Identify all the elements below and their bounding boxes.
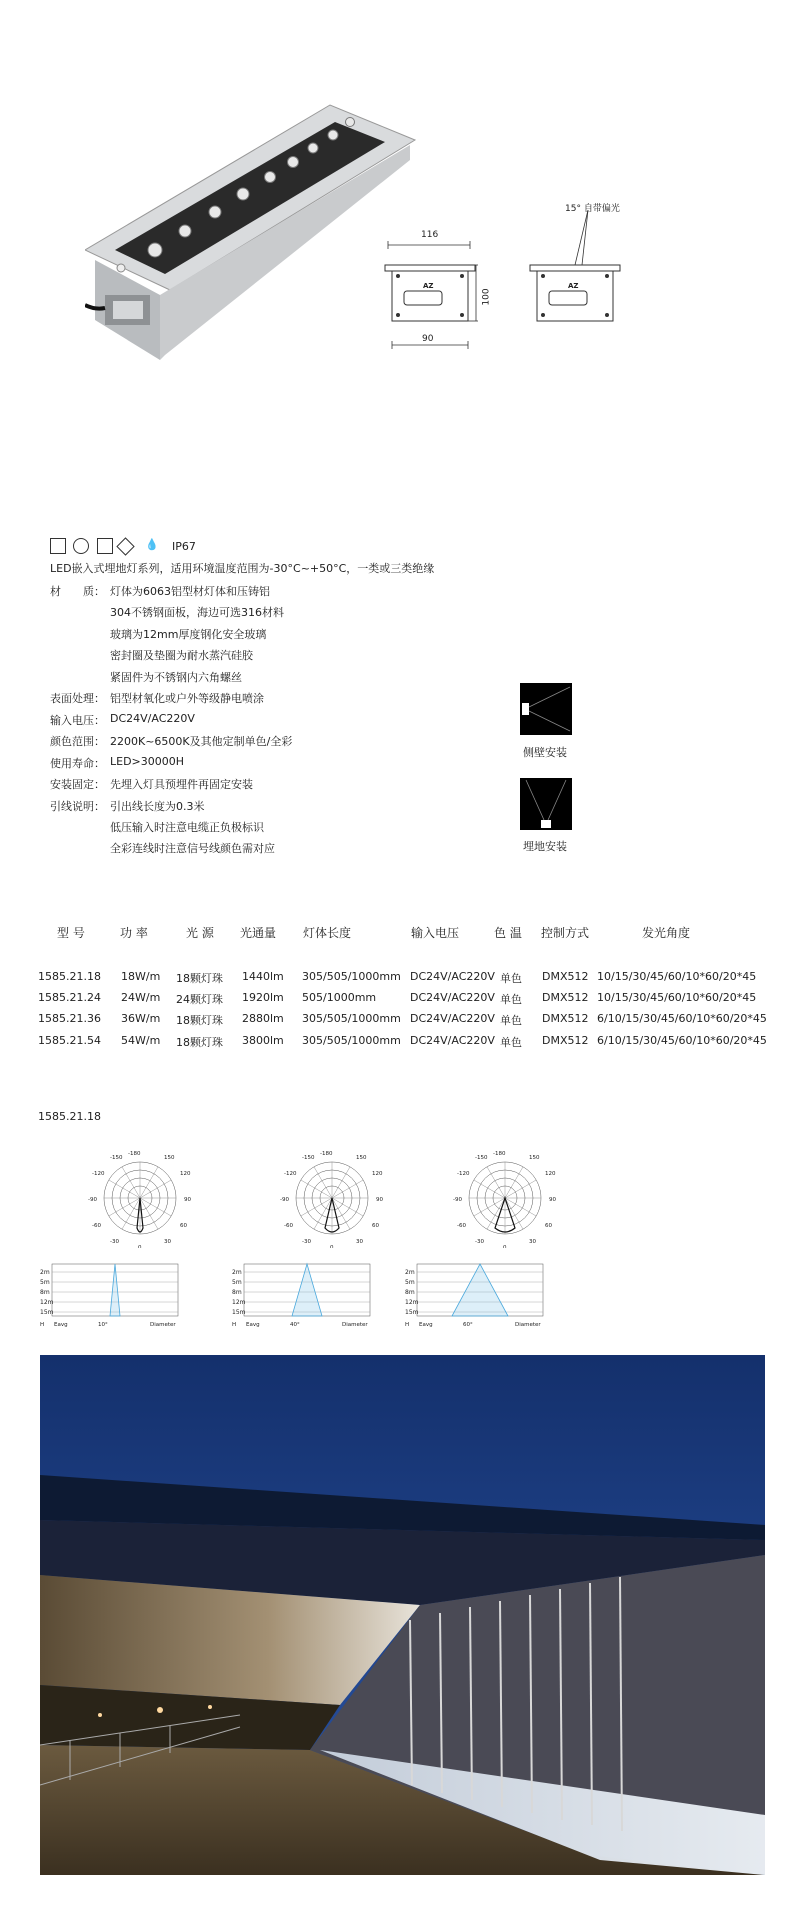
polar-tick-label: 90: [376, 1197, 383, 1203]
polar-tick-label: -120: [92, 1171, 105, 1177]
polar-chart: [435, 1148, 575, 1248]
cone-footer-label: 10°: [98, 1322, 108, 1328]
distance-label: 5m: [405, 1279, 415, 1286]
spec-value: DC24V/AC220V: [110, 712, 195, 725]
cell-flux: 2880lm: [242, 1012, 284, 1025]
cell-control: DMX512: [542, 991, 589, 1004]
polar-tick-label: 0: [330, 1245, 334, 1248]
polar-tick-label: -30: [475, 1239, 484, 1245]
distance-label: 12m: [40, 1299, 54, 1306]
dim-width: 116: [421, 230, 439, 240]
distance-label: 2m: [40, 1269, 50, 1276]
header-power: 功 率: [120, 926, 148, 940]
polar-tick-label: -60: [92, 1223, 101, 1229]
polar-tick-label: -30: [110, 1239, 119, 1245]
spec-value: 先埋入灯具预埋件再固定安装: [110, 778, 253, 791]
cell-length: 505/1000mm: [302, 991, 377, 1004]
distance-label: 8m: [40, 1289, 50, 1296]
cell-angle: 10/15/30/45/60/10*60/20*45: [597, 970, 757, 983]
cell-model: 1585.21.54: [38, 1034, 101, 1047]
polar-chart: [70, 1148, 210, 1248]
spec-value: 玻璃为12mm厚度钢化安全玻璃: [110, 628, 267, 641]
polar-tick-label: 60: [372, 1223, 379, 1229]
side-install-diagram: [520, 683, 572, 735]
polar-tick-label: -60: [284, 1223, 293, 1229]
waterdrop-icon: 💧: [145, 538, 159, 551]
cone-footer-label: 60°: [463, 1322, 473, 1328]
polar-tick-label: -120: [457, 1171, 470, 1177]
ground-install-diagram: [520, 778, 572, 830]
distance-label: 8m: [405, 1289, 415, 1296]
cell-control: DMX512: [542, 1034, 589, 1047]
cell-voltage: DC24V/AC220V: [410, 970, 495, 983]
dim-height: 100: [481, 288, 492, 306]
cell-model: 1585.21.36: [38, 1012, 101, 1025]
class-ii-icon: [50, 538, 66, 554]
table-row: [0, 991, 790, 1007]
cell-voltage: DC24V/AC220V: [410, 991, 495, 1004]
distance-label: 15m: [232, 1309, 246, 1316]
spec-value: 引出线长度为0.3米: [110, 800, 205, 813]
distance-label: 12m: [232, 1299, 246, 1306]
table-row: [0, 1012, 790, 1028]
polar-tick-label: -180: [320, 1151, 333, 1157]
cell-source: 18颗灯珠: [176, 972, 223, 985]
cone-footer-label: H: [40, 1322, 45, 1328]
cell-cct: 单色: [500, 993, 522, 1006]
distance-label: 15m: [405, 1309, 419, 1316]
polar-tick-label: 120: [180, 1171, 191, 1177]
polar-tick-label: 150: [529, 1155, 540, 1161]
cell-model: 1585.21.24: [38, 991, 101, 1004]
spec-value: 密封圈及垫圈为耐水蒸汽硅胶: [110, 649, 253, 662]
spec-value: 全彩连线时注意信号线颜色需对应: [110, 842, 275, 855]
f-mark-icon: [97, 538, 113, 554]
cell-voltage: DC24V/AC220V: [410, 1034, 495, 1047]
technical-drawing: [370, 195, 630, 360]
polar-tick-label: -90: [280, 1197, 289, 1203]
polar-tick-label: 30: [356, 1239, 363, 1245]
cone-footer-label: Diameter: [515, 1322, 541, 1328]
polar-tick-label: 0: [138, 1245, 142, 1248]
spec-value: 铝型材氧化或户外等级静电喷涂: [110, 692, 264, 705]
polar-tick-label: -180: [128, 1151, 141, 1157]
distance-label: 2m: [232, 1269, 242, 1276]
cell-cct: 单色: [500, 1014, 522, 1027]
polar-tick-label: -120: [284, 1171, 297, 1177]
polar-tick-label: 60: [545, 1223, 552, 1229]
polar-tick-label: -90: [453, 1197, 462, 1203]
polar-tick-label: -150: [302, 1155, 315, 1161]
polar-tick-label: -150: [110, 1155, 123, 1161]
cone-footer-label: Eavg: [246, 1322, 260, 1328]
header-cct: 色 温: [494, 926, 522, 940]
cone-diagram: [232, 1262, 372, 1334]
distance-label: 15m: [40, 1309, 54, 1316]
spec-label: 颜色范围：: [50, 735, 105, 748]
spec-value: 低压输入时注意电缆正负极标识: [110, 821, 264, 834]
cell-cct: 单色: [500, 1036, 522, 1049]
header-model: 型 号: [57, 926, 85, 940]
ground-install-label: 埋地安装: [523, 840, 567, 853]
polar-tick-label: -180: [493, 1151, 506, 1157]
polar-tick-label: 0: [503, 1245, 507, 1248]
dim-bottom: 90: [422, 334, 434, 344]
header-length: 灯体长度: [303, 926, 352, 940]
spec-value: 2200K~6500K及其他定制单色/全彩: [110, 735, 293, 748]
cone-footer-label: H: [405, 1322, 410, 1328]
polar-tick-label: 150: [356, 1155, 367, 1161]
spec-label: 材 质：: [50, 585, 105, 598]
cell-length: 305/505/1000mm: [302, 1034, 401, 1047]
cell-angle: 10/15/30/45/60/10*60/20*45: [597, 991, 757, 1004]
drawing-badge: AZ: [423, 282, 434, 290]
header-source: 光 源: [186, 926, 214, 940]
side-install-label: 侧壁安装: [523, 746, 567, 759]
photometric-model: 1585.21.18: [38, 1110, 101, 1123]
intro-text: LED嵌入式埋地灯系列，适用环境温度范围为-30°C~+50°C，一类或三类绝缘: [50, 562, 435, 575]
polar-tick-label: 90: [549, 1197, 556, 1203]
cone-diagram: [405, 1262, 545, 1334]
cell-model: 1585.21.18: [38, 970, 101, 983]
polar-tick-label: 120: [545, 1171, 556, 1177]
cone-diagram: [40, 1262, 180, 1334]
drawing-badge-side: AZ: [568, 282, 579, 290]
spec-label: 引线说明：: [50, 800, 105, 813]
distance-label: 8m: [232, 1289, 242, 1296]
polar-tick-label: 60: [180, 1223, 187, 1229]
cone-footer-label: Diameter: [150, 1322, 176, 1328]
cone-footer-label: 40°: [290, 1322, 300, 1328]
cone-footer-label: H: [232, 1322, 237, 1328]
polar-tick-label: -60: [457, 1223, 466, 1229]
cell-flux: 3800lm: [242, 1034, 284, 1047]
cell-power: 18W/m: [121, 970, 161, 983]
cell-angle: 6/10/15/30/45/60/10*60/20*45: [597, 1012, 767, 1025]
polar-tick-label: -30: [302, 1239, 311, 1245]
polar-tick-label: -150: [475, 1155, 488, 1161]
cell-control: DMX512: [542, 970, 589, 983]
no-cover-icon: [116, 537, 134, 555]
cell-flux: 1920lm: [242, 991, 284, 1004]
polar-tick-label: 30: [529, 1239, 536, 1245]
polar-tick-label: 150: [164, 1155, 175, 1161]
table-row: [0, 970, 790, 986]
ip-rating: IP67: [172, 540, 196, 553]
cell-cct: 单色: [500, 972, 522, 985]
header-flux: 光通量: [240, 926, 277, 940]
cell-angle: 6/10/15/30/45/60/10*60/20*45: [597, 1034, 767, 1047]
distance-label: 2m: [405, 1269, 415, 1276]
cone-footer-label: Eavg: [419, 1322, 433, 1328]
cone-footer-label: Diameter: [342, 1322, 368, 1328]
header-control: 控制方式: [541, 926, 590, 940]
polar-tick-label: 120: [372, 1171, 383, 1177]
spec-label: 输入电压：: [50, 714, 105, 727]
table-row: [0, 1034, 790, 1050]
spec-label: 安装固定：: [50, 778, 105, 791]
spec-value: LED>30000H: [110, 755, 185, 768]
spec-value: 紧固件为不锈钢内六角螺丝: [110, 671, 242, 684]
cone-footer-label: Eavg: [54, 1322, 68, 1328]
application-photo: [40, 1355, 765, 1875]
cell-control: DMX512: [542, 1012, 589, 1025]
angle-note: 15° 自带偏光: [565, 204, 620, 214]
table-header: [0, 924, 790, 940]
spec-label: 使用寿命：: [50, 757, 105, 770]
cell-length: 305/505/1000mm: [302, 1012, 401, 1025]
header-angle: 发光角度: [642, 926, 691, 940]
spec-value: 304不锈钢面板，海边可选316材料: [110, 606, 284, 619]
cell-power: 36W/m: [121, 1012, 161, 1025]
spec-value: 灯体为6063铝型材灯体和压铸铝: [110, 585, 270, 598]
cell-source: 18颗灯珠: [176, 1014, 223, 1027]
cell-length: 305/505/1000mm: [302, 970, 401, 983]
polar-tick-label: 90: [184, 1197, 191, 1203]
cell-power: 54W/m: [121, 1034, 161, 1047]
header-voltage: 输入电压: [411, 926, 460, 940]
cell-source: 24颗灯珠: [176, 993, 223, 1006]
distance-label: 5m: [40, 1279, 50, 1286]
distance-label: 5m: [232, 1279, 242, 1286]
cell-voltage: DC24V/AC220V: [410, 1012, 495, 1025]
cell-source: 18颗灯珠: [176, 1036, 223, 1049]
polar-chart: [262, 1148, 402, 1248]
cell-flux: 1440lm: [242, 970, 284, 983]
distance-label: 12m: [405, 1299, 419, 1306]
polar-tick-label: 30: [164, 1239, 171, 1245]
spec-label: 表面处理：: [50, 692, 105, 705]
polar-tick-label: -90: [88, 1197, 97, 1203]
ground-icon: [73, 538, 89, 554]
cell-power: 24W/m: [121, 991, 161, 1004]
